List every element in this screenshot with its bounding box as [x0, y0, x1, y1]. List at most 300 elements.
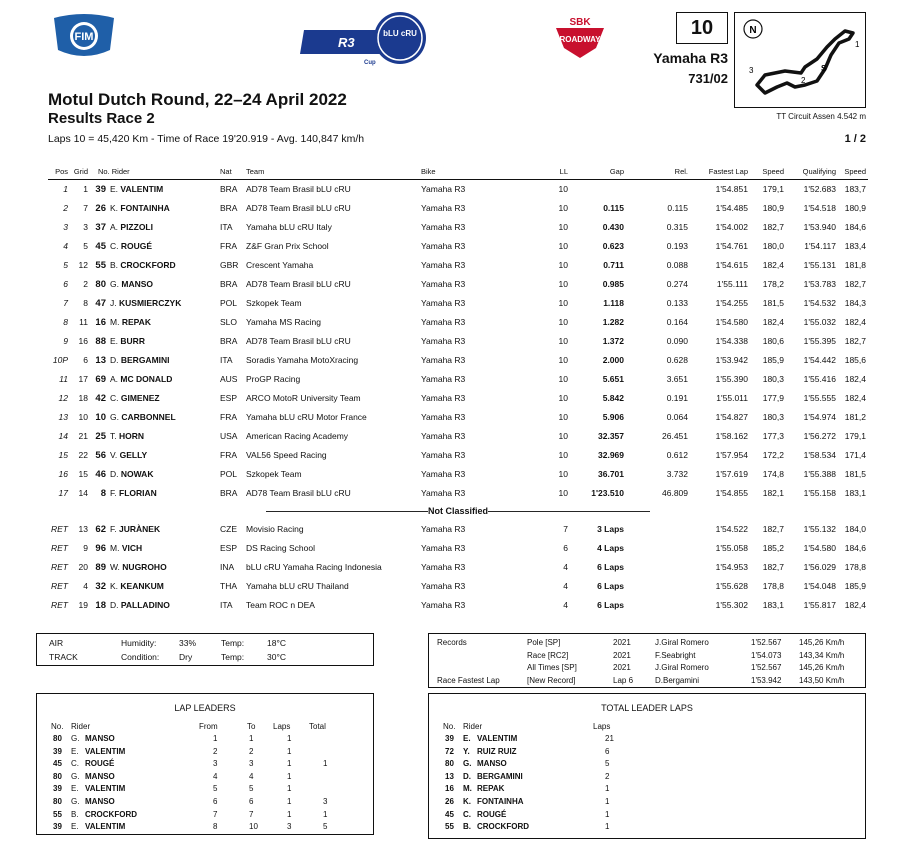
- fastest-lap-cell: 1'54.615: [715, 260, 748, 270]
- leader-laps: 1: [287, 734, 292, 743]
- qualifying-cell: 1'55.395: [803, 336, 836, 346]
- nat-cell: ESP: [220, 393, 238, 403]
- pos-cell: 11: [59, 374, 68, 384]
- nat-cell: ITA: [220, 222, 233, 232]
- qual-speed-cell: 178,8: [844, 562, 866, 572]
- result-row: [48, 199, 868, 218]
- laps-cell: 10: [558, 260, 568, 270]
- qualifying-cell: 1'52.683: [803, 184, 836, 194]
- leader-total: 3: [323, 797, 328, 806]
- total-name: ROUGÉ: [477, 809, 507, 819]
- qualifying-cell: 1'55.158: [803, 488, 836, 498]
- pos-cell: 3: [63, 222, 68, 232]
- fastest-lap-cell: 1'53.942: [715, 355, 748, 365]
- qual-speed-cell: 181,2: [844, 412, 866, 422]
- leader-number: 45: [53, 759, 62, 769]
- rider-cell: [110, 332, 145, 351]
- leader-name: VALENTIM: [85, 746, 126, 756]
- leader-laps: 1: [287, 746, 292, 756]
- rider-number: 13: [95, 355, 106, 366]
- speed-cell: 182,4: [762, 260, 784, 270]
- tl-col-no: No.: [443, 722, 456, 731]
- bike-cell: Yamaha R3: [421, 184, 466, 194]
- qual-speed-cell: 183,4: [844, 241, 866, 251]
- rider-name: GIMENEZ: [120, 393, 160, 403]
- leader-initial: G.: [71, 734, 80, 743]
- rider-name: MC DONALD: [120, 374, 173, 384]
- rider-number: 80: [95, 279, 106, 290]
- qualifying-cell: 1'56.029: [803, 562, 836, 572]
- total-number: 45: [445, 809, 454, 819]
- qual-speed-cell: 183,7: [844, 184, 866, 194]
- not-classified-body: [48, 520, 868, 615]
- nat-cell: POL: [220, 469, 238, 479]
- leader-number: 39: [53, 822, 62, 832]
- speed-cell: 179,1: [762, 184, 784, 194]
- grid-cell: 3: [83, 222, 88, 232]
- team-cell: Team ROC n DEA: [246, 600, 315, 610]
- rider-initial: C.: [110, 241, 119, 251]
- team-cell: Crescent Yamaha: [246, 260, 314, 270]
- rider-cell: [110, 577, 164, 596]
- tl-col-rider: Rider: [463, 722, 483, 731]
- ll-col-no: No.: [51, 722, 64, 731]
- pos-cell: 10P: [52, 355, 68, 365]
- speed-cell: 182,7: [762, 524, 784, 534]
- qual-speed-cell: 179,1: [844, 431, 866, 441]
- speed-cell: 185,9: [762, 355, 784, 365]
- nat-cell: BRA: [220, 203, 238, 213]
- col-bike: Bike: [421, 167, 436, 176]
- rider-cell: [110, 313, 151, 332]
- qual-speed-cell: 171,4: [844, 450, 866, 460]
- gap-cell: 5.651: [602, 374, 624, 384]
- laps-cell: 10: [558, 374, 568, 384]
- speed-cell: 180,3: [762, 412, 784, 422]
- blu-cru-text: bLU cRU: [383, 29, 417, 38]
- leader-laps: 1: [287, 771, 292, 781]
- speed-cell: 177,9: [762, 393, 784, 403]
- fastest-lap-cell: 1'54.953: [715, 562, 748, 572]
- leader-number: 39: [53, 784, 62, 794]
- qual-speed-cell: 184,6: [844, 543, 866, 553]
- grid-cell: 4: [83, 581, 88, 591]
- grid-cell: 14: [78, 488, 88, 498]
- result-row: [48, 389, 868, 408]
- grid-cell: 1: [83, 184, 88, 194]
- record-time: 1'52.567: [751, 638, 782, 647]
- ll-col-laps: Laps: [273, 722, 291, 731]
- leader-initial: G.: [71, 771, 80, 781]
- qual-speed-cell: 182,4: [844, 317, 866, 327]
- pos-cell: 15: [58, 450, 68, 460]
- air-label: AIR: [49, 638, 64, 648]
- rider-number: 45: [95, 241, 106, 252]
- rider-number: 26: [95, 203, 106, 214]
- track-temp-label: Temp:: [221, 652, 245, 662]
- laps-cell: 10: [558, 488, 568, 498]
- rider-cell: [110, 180, 163, 199]
- bike-cell: Yamaha R3: [421, 562, 466, 572]
- result-row: [48, 218, 868, 237]
- leader-from: 1: [213, 734, 218, 743]
- roadway-text: ROADWAY: [559, 35, 601, 44]
- laps-cell: 10: [558, 450, 568, 460]
- gap-cell: 2.000: [602, 355, 624, 365]
- bike-cell: Yamaha R3: [421, 336, 466, 346]
- speed-cell: 183,1: [762, 600, 784, 610]
- leader-initial: E.: [71, 784, 79, 794]
- grid-cell: 15: [78, 469, 88, 479]
- qualifying-cell: 1'54.580: [803, 543, 836, 553]
- nat-cell: THA: [220, 581, 237, 591]
- leader-name: MANSO: [85, 734, 115, 743]
- pos-cell: 13: [58, 412, 68, 422]
- gap-cell: 0.711: [603, 260, 624, 270]
- bike-cell: Yamaha R3: [421, 260, 466, 270]
- gap-cell: 1.372: [602, 336, 624, 346]
- total-name: RUIZ RUIZ: [477, 746, 517, 756]
- rider-initial: D.: [110, 469, 119, 479]
- gap-cell: 1.118: [603, 298, 624, 308]
- gap-cell: 6 Laps: [597, 581, 624, 591]
- total-initial: B.: [463, 822, 471, 832]
- leader-number: 80: [53, 734, 62, 743]
- nat-cell: BRA: [220, 279, 238, 289]
- team-cell: American Racing Academy: [246, 431, 349, 441]
- results-body: [48, 180, 868, 503]
- laps-cell: 10: [558, 393, 568, 403]
- ll-col-rider: Rider: [71, 722, 91, 731]
- rider-initial: E.: [110, 336, 119, 346]
- fastest-lap-cell: 1'55.011: [716, 393, 748, 403]
- result-row: [48, 332, 868, 351]
- rider-name: JURÀNEK: [119, 524, 161, 534]
- bike-cell: Yamaha R3: [421, 488, 466, 498]
- qual-speed-cell: 182,4: [844, 600, 866, 610]
- gap-cell: 0.985: [602, 279, 624, 289]
- qualifying-cell: 1'55.416: [803, 374, 836, 384]
- sbk-text: SBK: [569, 17, 591, 28]
- rider-number: 89: [95, 562, 106, 573]
- qualifying-cell: 1'55.032: [803, 317, 836, 327]
- qualifying-cell: 1'55.555: [803, 393, 836, 403]
- bike-cell: Yamaha R3: [421, 241, 466, 251]
- laps-cell: 10: [558, 355, 568, 365]
- grid-cell: 18: [78, 393, 88, 403]
- col-nat: Nat: [220, 167, 232, 176]
- record-time: 1'53.942: [751, 675, 782, 685]
- rider-initial: G.: [110, 412, 119, 422]
- gap-cell: 1.282: [602, 317, 624, 327]
- team-cell: VAL56 Speed Racing: [246, 450, 327, 460]
- laps-cell: 10: [558, 317, 568, 327]
- pos-cell: 6: [63, 279, 68, 289]
- weather-box: [36, 633, 374, 666]
- north-icon: N: [749, 25, 757, 36]
- total-number: 39: [445, 734, 454, 743]
- record-speed: 145,26 Km/h: [799, 663, 845, 672]
- rider-cell: [110, 218, 153, 237]
- nat-cell: BRA: [220, 336, 238, 346]
- qualifying-cell: 1'54.117: [804, 241, 836, 251]
- qual-speed-cell: 185,6: [844, 355, 866, 365]
- grid-cell: 2: [83, 279, 88, 289]
- bike-cell: Yamaha R3: [421, 469, 466, 479]
- qualifying-cell: 1'54.442: [803, 355, 836, 365]
- rider-initial: W.: [110, 562, 120, 572]
- rel-cell: 0.164: [666, 317, 688, 327]
- rider-initial: B.: [110, 260, 119, 270]
- record-rider: J.Giral Romero: [655, 638, 709, 647]
- nat-cell: BRA: [220, 488, 238, 498]
- col-gap: Gap: [609, 167, 624, 176]
- grid-cell: 12: [78, 260, 88, 270]
- rider-initial: A.: [110, 374, 119, 384]
- grid-cell: 20: [78, 562, 88, 572]
- rider-cell: [110, 520, 160, 539]
- records-box: [428, 633, 866, 688]
- rider-cell: [110, 389, 160, 408]
- rider-initial: A.: [110, 222, 119, 232]
- fastest-lap-cell: 1'54.522: [715, 524, 748, 534]
- bike-name: Yamaha R3: [653, 50, 728, 66]
- rel-cell: 0.088: [666, 260, 688, 270]
- leader-from: 8: [213, 822, 218, 832]
- total-initial: K.: [463, 797, 471, 806]
- team-cell: Yamaha bLU cRU Motor France: [246, 412, 367, 422]
- speed-cell: 181,5: [762, 298, 784, 308]
- bike-cell: Yamaha R3: [421, 355, 466, 365]
- record-type: All Times [SP]: [527, 663, 577, 672]
- rider-name: REPAK: [121, 317, 151, 327]
- qual-speed-cell: 180,9: [844, 203, 866, 213]
- gap-cell: 0.430: [602, 222, 624, 232]
- total-number: 80: [445, 759, 454, 769]
- results-header: [48, 164, 868, 180]
- grid-cell: 11: [79, 317, 88, 327]
- total-name: BERGAMINI: [477, 771, 523, 781]
- total-name: CROCKFORD: [477, 822, 529, 832]
- laps-cell: 10: [558, 336, 568, 346]
- leader-initial: E.: [71, 822, 79, 832]
- race-number: 10: [676, 12, 728, 44]
- rider-name: CARBONNEL: [121, 412, 176, 422]
- qualifying-cell: 1'54.532: [803, 298, 836, 308]
- grid-cell: 10: [78, 412, 88, 422]
- rider-name: VALENTIM: [120, 184, 164, 194]
- rel-cell: 26.451: [662, 431, 688, 441]
- bike-cell: Yamaha R3: [421, 317, 466, 327]
- grid-cell: 17: [78, 374, 88, 384]
- rider-initial: V.: [110, 450, 118, 460]
- speed-cell: 174,8: [762, 469, 784, 479]
- gap-cell: 3 Laps: [597, 524, 624, 534]
- col-rider: No. Rider: [98, 167, 130, 176]
- race-info: Laps 10 = 45,420 Km - Time of Race 19'20.919 - Avg. 140,847 km/h: [48, 133, 365, 145]
- record-year: 2021: [613, 638, 631, 647]
- record-year: 2021: [613, 650, 631, 660]
- pos-cell: 9: [63, 336, 68, 346]
- pos-cell: 8: [63, 317, 68, 327]
- rider-number: 8: [100, 488, 106, 499]
- result-row: [48, 294, 868, 313]
- track-temp-value: 30°C: [267, 652, 286, 662]
- fastest-lap-cell: 1'54.338: [715, 336, 748, 346]
- bike-cell: Yamaha R3: [421, 450, 466, 460]
- total-laps: 1: [605, 797, 610, 806]
- total-name: VALENTIM: [477, 734, 518, 743]
- leader-laps: 3: [287, 822, 292, 832]
- rider-cell: [110, 370, 172, 389]
- rider-name: KEANKUM: [120, 581, 164, 591]
- rider-number: 42: [95, 393, 106, 404]
- qualifying-cell: 1'53.783: [803, 279, 836, 289]
- rider-name: VICH: [121, 543, 143, 553]
- total-number: 16: [445, 784, 454, 794]
- rider-number: 39: [95, 184, 106, 195]
- rel-cell: 0.191: [666, 393, 688, 403]
- race-fastest-lap-label: Race Fastest Lap: [437, 676, 500, 685]
- grid-cell: 21: [78, 431, 88, 441]
- bike-cell: Yamaha R3: [421, 524, 466, 534]
- lap-leaders-box: [36, 693, 374, 835]
- rider-number: 47: [95, 298, 106, 309]
- gap-cell: 6 Laps: [597, 562, 624, 572]
- qualifying-cell: 1'54.048: [803, 581, 836, 591]
- rider-number: 56: [95, 450, 106, 461]
- pos-cell: RET: [51, 562, 68, 572]
- bike-cell: Yamaha R3: [421, 393, 466, 403]
- nat-cell: BRA: [220, 184, 238, 194]
- nat-cell: USA: [220, 431, 238, 441]
- leader-total: 1: [323, 759, 328, 769]
- leader-from: 5: [213, 784, 218, 794]
- rider-initial: D.: [110, 355, 119, 365]
- gap-cell: 36.701: [598, 469, 624, 479]
- gap-cell: 5.842: [602, 393, 624, 403]
- gap-cell: 4 Laps: [597, 543, 624, 553]
- leader-number: 80: [53, 771, 62, 781]
- pos-cell: 4: [63, 241, 68, 251]
- rider-initial: J.: [110, 298, 117, 308]
- team-cell: AD78 Team Brasil bLU cRU: [246, 203, 351, 213]
- laps-cell: 10: [558, 279, 568, 289]
- team-cell: bLU cRU Yamaha Racing Indonesia: [246, 562, 382, 572]
- fastest-lap-cell: 1'54.002: [715, 222, 748, 232]
- map-marker-2: 2: [801, 76, 806, 85]
- rider-cell: [110, 294, 181, 313]
- leader-total: 1: [323, 809, 328, 819]
- record-type: Pole [SP]: [527, 638, 561, 647]
- grid-cell: 8: [83, 298, 88, 308]
- qual-speed-cell: 181,5: [844, 469, 866, 479]
- speed-cell: 182,7: [762, 562, 784, 572]
- cup-text: Cup: [364, 60, 376, 66]
- race-code: 731/02: [688, 71, 728, 86]
- rider-initial: K.: [110, 203, 119, 213]
- rider-initial: M.: [110, 543, 120, 553]
- rider-number: 16: [95, 317, 106, 328]
- map-marker-s: S: [821, 64, 827, 73]
- rider-cell: [110, 596, 170, 615]
- team-cell: ARCO MotoR University Team: [246, 393, 361, 403]
- page-number: 1 / 2: [844, 133, 866, 145]
- leader-initial: B.: [71, 809, 79, 819]
- record-speed: 145,26 Km/h: [799, 638, 845, 647]
- total-name: FONTAINHA: [477, 797, 524, 806]
- condition-value: Dry: [179, 652, 193, 662]
- leader-from: 7: [213, 809, 218, 819]
- rel-cell: 0.612: [666, 450, 688, 460]
- pos-cell: 14: [58, 431, 68, 441]
- pos-cell: 17: [58, 488, 68, 498]
- record-time: 1'54.073: [751, 650, 782, 660]
- rider-number: 32: [95, 581, 106, 592]
- total-name: MANSO: [477, 759, 507, 769]
- record-type: [New Record]: [527, 675, 576, 685]
- bike-cell: Yamaha R3: [421, 543, 466, 553]
- leader-name: MANSO: [85, 771, 115, 781]
- gap-cell: 5.906: [602, 412, 624, 422]
- record-rider: F.Seabright: [655, 650, 696, 660]
- laps-cell: 4: [563, 600, 568, 610]
- laps-cell: 10: [558, 412, 568, 422]
- bike-cell: Yamaha R3: [421, 203, 466, 213]
- rider-initial: F.: [110, 488, 117, 498]
- team-cell: Szkopek Team: [246, 298, 302, 308]
- qualifying-cell: 1'54.974: [803, 412, 836, 422]
- rel-cell: 0.133: [666, 298, 688, 308]
- qual-speed-cell: 182,7: [844, 336, 866, 346]
- laps-cell: 10: [558, 203, 568, 213]
- grid-cell: 9: [83, 543, 88, 553]
- speed-cell: 178,8: [762, 581, 784, 591]
- team-cell: Yamaha bLU cRU Thailand: [246, 581, 349, 591]
- speed-cell: 180,3: [762, 374, 784, 384]
- total-number: 13: [445, 771, 454, 781]
- laps-cell: 10: [558, 431, 568, 441]
- bike-cell: Yamaha R3: [421, 431, 466, 441]
- qual-speed-cell: 182,7: [844, 279, 866, 289]
- leader-to: 7: [249, 809, 254, 819]
- gap-cell: 1'23.510: [591, 488, 624, 498]
- rider-cell: [110, 558, 167, 577]
- record-speed: 143,50 Km/h: [799, 675, 845, 685]
- result-row: [48, 577, 868, 596]
- qual-speed-cell: 181,8: [844, 260, 866, 270]
- speed-cell: 182,4: [762, 317, 784, 327]
- nat-cell: FRA: [220, 450, 237, 460]
- team-cell: ProGP Racing: [246, 374, 301, 384]
- laps-cell: 10: [558, 241, 568, 251]
- qualifying-cell: 1'55.132: [803, 524, 836, 534]
- rider-name: NOWAK: [120, 469, 154, 479]
- rider-name: BERGAMINI: [120, 355, 170, 365]
- speed-cell: 180,0: [762, 241, 784, 251]
- leader-to: 5: [249, 784, 254, 794]
- bike-cell: Yamaha R3: [421, 374, 466, 384]
- col-ll: LL: [559, 167, 568, 176]
- qual-speed-cell: 184,6: [844, 222, 866, 232]
- grid-cell: 13: [78, 524, 88, 534]
- qual-speed-cell: 183,1: [844, 488, 866, 498]
- col-fastest-lap: Fastest Lap: [708, 167, 748, 176]
- map-marker-1: 1: [855, 40, 860, 49]
- rider-initial: D.: [110, 600, 119, 610]
- qual-speed-cell: 184,0: [844, 524, 866, 534]
- record-type: Race [RC2]: [527, 650, 569, 660]
